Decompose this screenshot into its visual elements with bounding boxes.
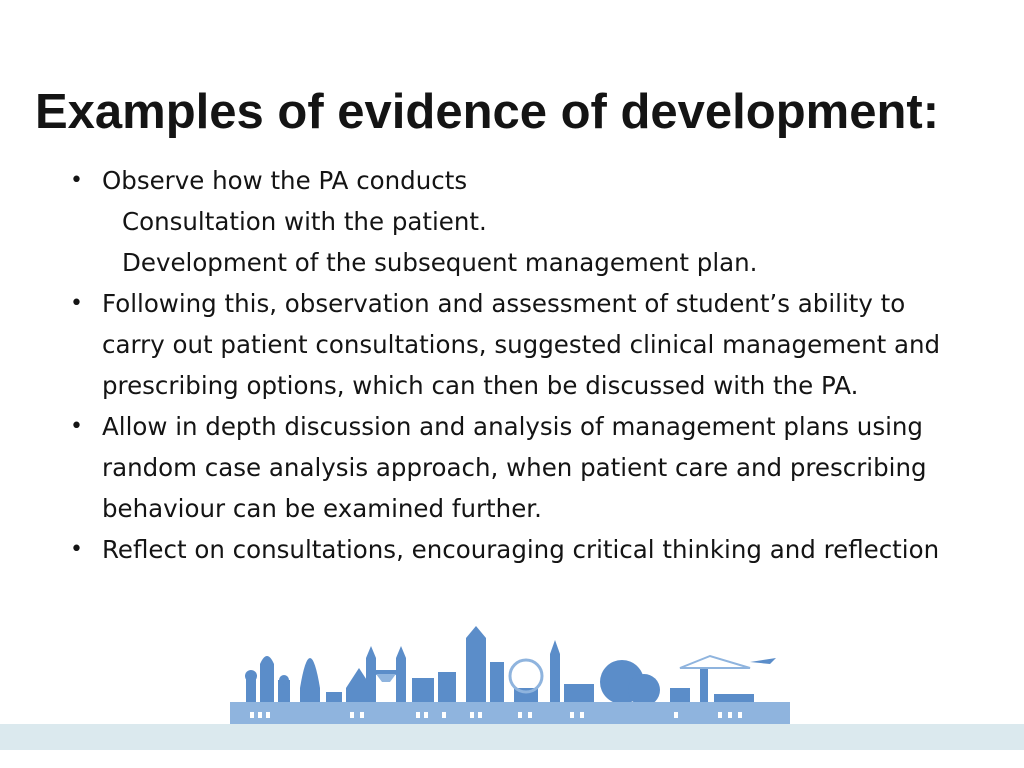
bullet-item-following bbox=[68, 283, 968, 406]
city-skyline-icon bbox=[230, 618, 790, 730]
footer-band bbox=[0, 724, 1024, 750]
bullet-text: Reflect on consultations, encouraging critical thinking and reflection bbox=[102, 535, 940, 564]
bullet-text: Following this, observation and assessment of student’s ability to carry out patient consultations, suggested clinical management and prescribing options, which can then be discussed with the PA. bbox=[102, 289, 941, 400]
bullet-marker: • bbox=[70, 291, 83, 316]
bullet-text: Allow in depth discussion and analysis of management plans using random case analysis approach, when patient care and prescribing behaviour can be examined further. bbox=[102, 412, 927, 523]
bullet-item-observe bbox=[68, 160, 968, 283]
bullet-marker: • bbox=[70, 537, 83, 562]
bullet-item-discussion bbox=[68, 406, 968, 529]
sub-line-management-plan: Development of the subsequent management plan. bbox=[122, 248, 758, 277]
bullet-list bbox=[68, 160, 968, 570]
bullet-text: Observe how the PA conducts bbox=[102, 166, 468, 195]
bullet-marker: • bbox=[70, 168, 83, 193]
slide-title: Examples of evidence of development: bbox=[35, 85, 940, 139]
bullet-marker: • bbox=[70, 414, 83, 439]
bullet-item-reflect bbox=[68, 529, 968, 570]
sub-line-consultation: Consultation with the patient. bbox=[122, 207, 487, 236]
